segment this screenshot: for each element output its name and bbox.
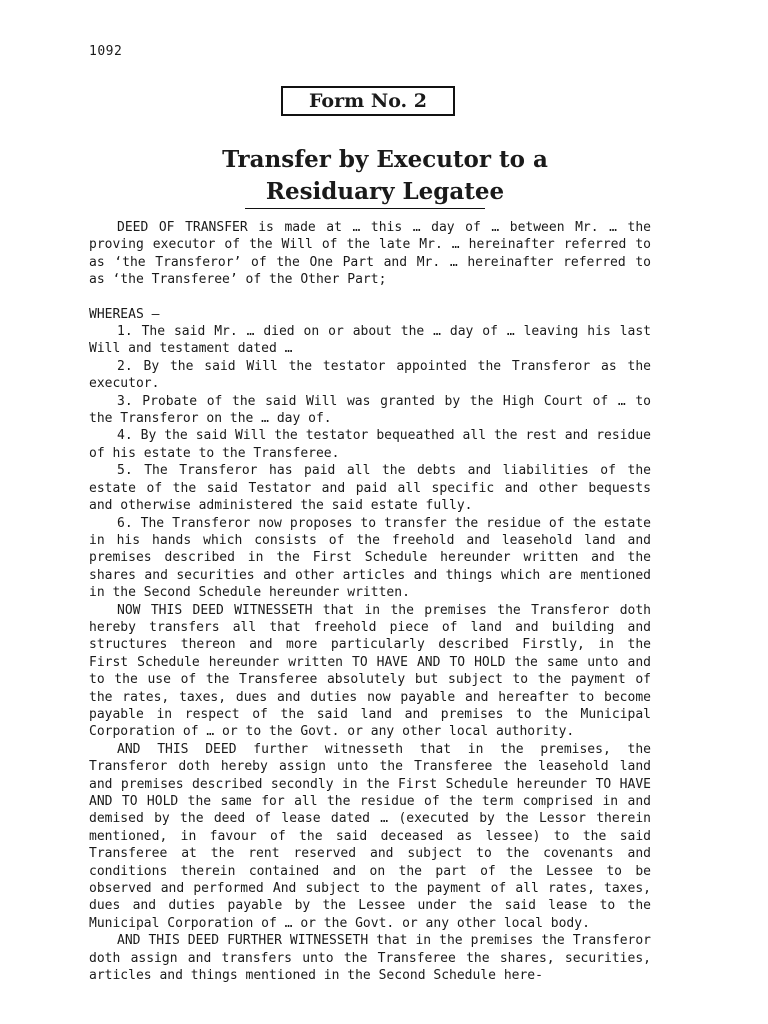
document-title xyxy=(140,144,630,208)
recital-2: 2. By the said Will the testator appointed the Transferor as the executor. xyxy=(89,358,651,392)
document-body xyxy=(89,219,651,984)
title-underline xyxy=(245,208,485,209)
intro-paragraph: DEED OF TRANSFER is made at … this … day of … between Mr. … the proving executor of the Will of the late Mr. … hereinafter referred to as ‘the Transferor’ of the One Part and Mr. … hereinafter referred to as ‘the Transferee’ of the Other Part; xyxy=(89,220,651,288)
paragraph-gap xyxy=(89,289,651,306)
recital-4: 4. By the said Will the testator bequeathed all the rest and residue of his estate to the Transferee. xyxy=(89,428,651,461)
witness-paragraph-2: AND THIS DEED further witnesseth that in the premises, the Transferor doth hereby assign unto the Transferee the leasehold land and premises described secondly in the First Schedule hereunder TO HAVE AND TO HOLD the same for all the residue of the term comprised in and demised by the deed of lease dated … (executed by the Lessor therein mentioned, in favour of the said deceased as lessee) to the said Transferee at the rent reserved and subject to the covenants and conditions therein contained and on the part of the Lessee to be observed and performed And subject to the payment of all rates, taxes, dues and duties payable by the Lessee under the said lease to the Municipal Corporation of … or the Govt. or any other local body. xyxy=(89,741,651,931)
title-line-1: Transfer by Executor to a xyxy=(222,146,548,173)
recital-5: 5. The Transferor has paid all the debts and liabilities of the estate of the said Testator and paid all specific and other bequests and otherwise administered the said estate fully. xyxy=(89,463,651,514)
recital-6: 6. The Transferor now proposes to transfer the residue of the estate in his hands which consists of the freehold and leasehold land and premises described in the First Schedule hereunder written and the shares and securities and other articles and things which are mentioned in the Second Schedule hereunder written. xyxy=(89,515,651,601)
whereas-heading: WHEREAS — xyxy=(89,306,160,322)
page-number: 1092 xyxy=(89,44,123,59)
witness-paragraph-3: AND THIS DEED FURTHER WITNESSETH that in the premises the Transferor doth assign and transfers unto the Transferee the shares, securities, articles and things mentioned in the Second Schedule here- xyxy=(89,933,651,984)
recital-1: 1. The said Mr. … died on or about the … day of … leaving his last Will and testament dated … xyxy=(89,324,651,357)
form-number-label: Form No. 2 xyxy=(308,90,427,112)
title-line-2: Residuary Legatee xyxy=(265,178,505,205)
recital-3: 3. Probate of the said Will was granted by the High Court of … to the Transferor on the … day of. xyxy=(89,393,651,427)
witness-paragraph-1: NOW THIS DEED WITNESSETH that in the premises the Transferor doth hereby transfers all that freehold piece of land and building and structures thereon and more particularly described Firstly, in the First Schedule hereunder written TO HAVE AND TO HOLD the same unto and to the use of the Transferee absolutely but subject to the payment of the rates, taxes, dues and duties now payable and hereafter to become payable in respect of the said land and premises to the Municipal Corporation of … or to the Govt. or any other local authority. xyxy=(89,602,651,740)
form-number-box xyxy=(281,86,455,116)
